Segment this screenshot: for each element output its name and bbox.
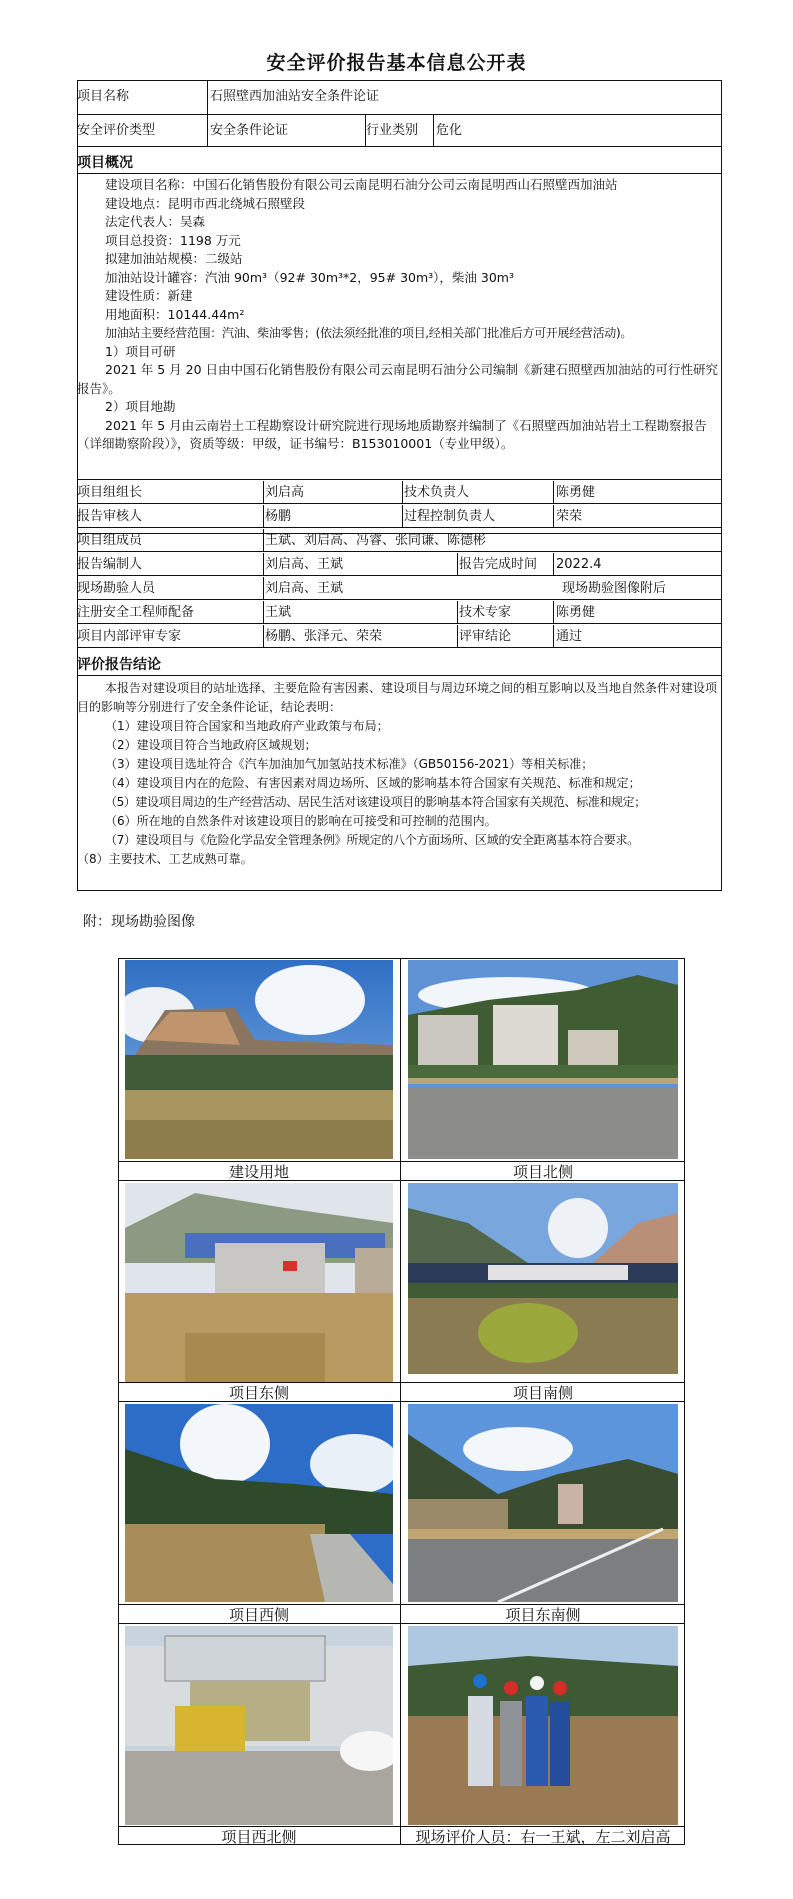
site-value: 刘启高、王斌	[265, 581, 344, 596]
overview-line: 用地面积：10144.44m²	[105, 306, 245, 322]
review-label: 评审结论	[459, 625, 554, 647]
members-value: 王斌、刘启高、冯睿、张同谦、陈德彬	[265, 533, 487, 548]
photo-caption: 项目东南侧	[401, 1604, 685, 1624]
eval-type-value: 安全条件论证	[210, 115, 366, 146]
author-value: 刘启高、王斌	[265, 553, 458, 575]
photo-northwest-side	[125, 1626, 393, 1825]
survey-text: 2021 年 5 月由云南岩土工程勘察设计研究院进行现场地质勘察并编制了《石照壁西加油站岩土工程勘察报告（详细勘察阶段）》，资质等级：甲级，证书编号：B153010001（专业甲级）。	[77, 417, 707, 451]
feasibility-text: 2021 年 5 月 20 日由中国石化销售股份有限公司云南昆明石油分公司编制《新建石照壁西加油站的可行性研究报告》。	[77, 362, 719, 396]
site-label: 现场勘验人员	[77, 577, 264, 599]
conclusion-heading-row	[77, 649, 722, 676]
photo-caption: 现场评价人员：右一王斌，左二刘启高	[401, 1826, 685, 1845]
expert-label: 技术专家	[459, 601, 554, 623]
photo-site-evaluators	[408, 1626, 678, 1825]
author-label: 报告编制人	[77, 553, 264, 575]
row-site	[77, 577, 722, 600]
conclusion-item: （2）建设项目符合当地政府区域规划；	[105, 738, 317, 752]
attachment-label: 附：现场勘验图像	[83, 914, 195, 930]
overview-line: 建设地点：昆明市西北绕城石照壁段	[105, 195, 306, 211]
overview-line: 项目总投资：1198 万元	[105, 232, 241, 248]
engineer-value: 王斌	[265, 601, 458, 623]
eval-type-label: 安全评价类型	[77, 115, 208, 146]
overview-line: 拟建加油站规模：二级站	[105, 251, 243, 266]
photo-caption: 项目北侧	[401, 1161, 685, 1181]
row-reviewer	[77, 505, 722, 528]
row-project-name	[77, 80, 722, 115]
leader-value: 刘启高	[265, 481, 403, 503]
conclusion-item: （6）所在地的自然条件对该建设项目的影响在可接受和可控制的范围内。	[105, 814, 497, 828]
tech-lead-value: 陈勇健	[556, 485, 596, 500]
engineer-label: 注册安全工程师配备	[77, 601, 264, 623]
conclusion-item: （4）建设项目内在的危险、有害因素对周边场所、区域的影响基本符合国家有关规范、标准和规定；	[105, 776, 641, 790]
leader-label: 项目组组长	[77, 481, 264, 503]
page-title: 安全评价报告基本信息公开表	[266, 52, 527, 74]
row-engineer	[77, 601, 722, 624]
photo-west-side	[125, 1404, 393, 1602]
industry-label: 行业类别	[366, 115, 434, 146]
expert-value: 陈勇健	[556, 605, 596, 620]
overview-line: 建设项目名称：中国石化销售股份有限公司云南昆明石油分公司云南昆明西山石照壁西加油站	[105, 177, 618, 192]
project-name-label: 项目名称	[77, 80, 208, 114]
site-images-note: 现场勘验图像附后	[562, 581, 667, 596]
overview-line: 加油站主要经营范围：汽油、柴油零售；(依法须经批准的项目,经相关部门批准后方可开展经营活动)。	[105, 326, 633, 340]
conclusion-item: （8）主要技术、工艺成熟可靠。	[77, 852, 253, 866]
photo-southeast-side	[408, 1404, 678, 1602]
reviewer-label: 报告审核人	[77, 505, 264, 527]
tech-lead-label: 技术负责人	[404, 481, 554, 503]
row-internal-review	[77, 625, 722, 648]
row-eval-type	[77, 115, 722, 147]
conclusion-body	[77, 677, 722, 891]
photo-east-side	[125, 1183, 393, 1382]
process-lead-label: 过程控制负责人	[404, 505, 554, 527]
overview-heading: 项目概况	[77, 155, 133, 171]
photo-north-side	[408, 960, 678, 1159]
review-value: 通过	[556, 629, 583, 644]
reviewer-value: 杨鹏	[265, 505, 403, 527]
row-author	[77, 553, 722, 576]
industry-value: 危化	[436, 123, 463, 138]
internal-value: 杨鹏、张泽元、荣荣	[265, 625, 458, 647]
overview-line: 加油站设计罐容：汽油 90m³（92# 30m³*2，95# 30m³），柴油 30m³	[105, 269, 514, 285]
completion-value: 2022.4	[556, 557, 602, 572]
process-lead-value: 荣荣	[556, 509, 583, 524]
conclusion-heading: 评价报告结论	[77, 657, 161, 673]
photo-caption: 项目东侧	[118, 1382, 400, 1402]
conclusion-item: （7）建设项目与《危险化学品安全管理条例》所规定的八个方面场所、区域的安全距离基本符合要求。	[105, 833, 639, 847]
row-members	[77, 529, 722, 552]
conclusion-item: （3）建设项目选址符合《汽车加油加气加氢站技术标准》（GB50156-2021）等相关标准；	[105, 757, 594, 771]
feasibility-heading: 1）项目可研	[105, 343, 176, 359]
conclusion-intro: 本报告对建设项目的站址选择、主要危险有害因素、建设项目与周边环境之间的相互影响以及当地自然条件对建设项目的影响等分别进行了安全条件论证，结论表明：	[77, 681, 718, 714]
conclusion-item: （5）建设项目周边的生产经营活动、居民生活对该建设项目的影响基本符合国家有关规范、标准和规定；	[105, 795, 646, 809]
members-label: 项目组成员	[77, 529, 264, 551]
survey-heading: 2）项目地勘	[105, 399, 176, 414]
photo-construction-land	[125, 960, 393, 1159]
row-leader	[77, 481, 722, 504]
photo-south-side	[408, 1183, 678, 1374]
overview-line: 法定代表人：吴森	[105, 214, 206, 229]
overview-line: 建设性质：新建	[105, 288, 193, 303]
conclusion-item: （1）建设项目符合国家和当地政府产业政策与布局；	[105, 719, 389, 733]
project-name-value: 石照壁西加油站安全条件论证	[210, 89, 380, 104]
photo-caption: 项目西侧	[118, 1604, 400, 1624]
photo-caption: 项目西北侧	[118, 1826, 400, 1845]
overview-heading-row	[77, 147, 722, 174]
photo-caption: 建设用地	[118, 1161, 400, 1181]
photo-caption: 项目南侧	[401, 1382, 685, 1402]
completion-label: 报告完成时间	[459, 553, 554, 575]
internal-label: 项目内部评审专家	[77, 625, 264, 647]
overview-body	[77, 176, 722, 480]
